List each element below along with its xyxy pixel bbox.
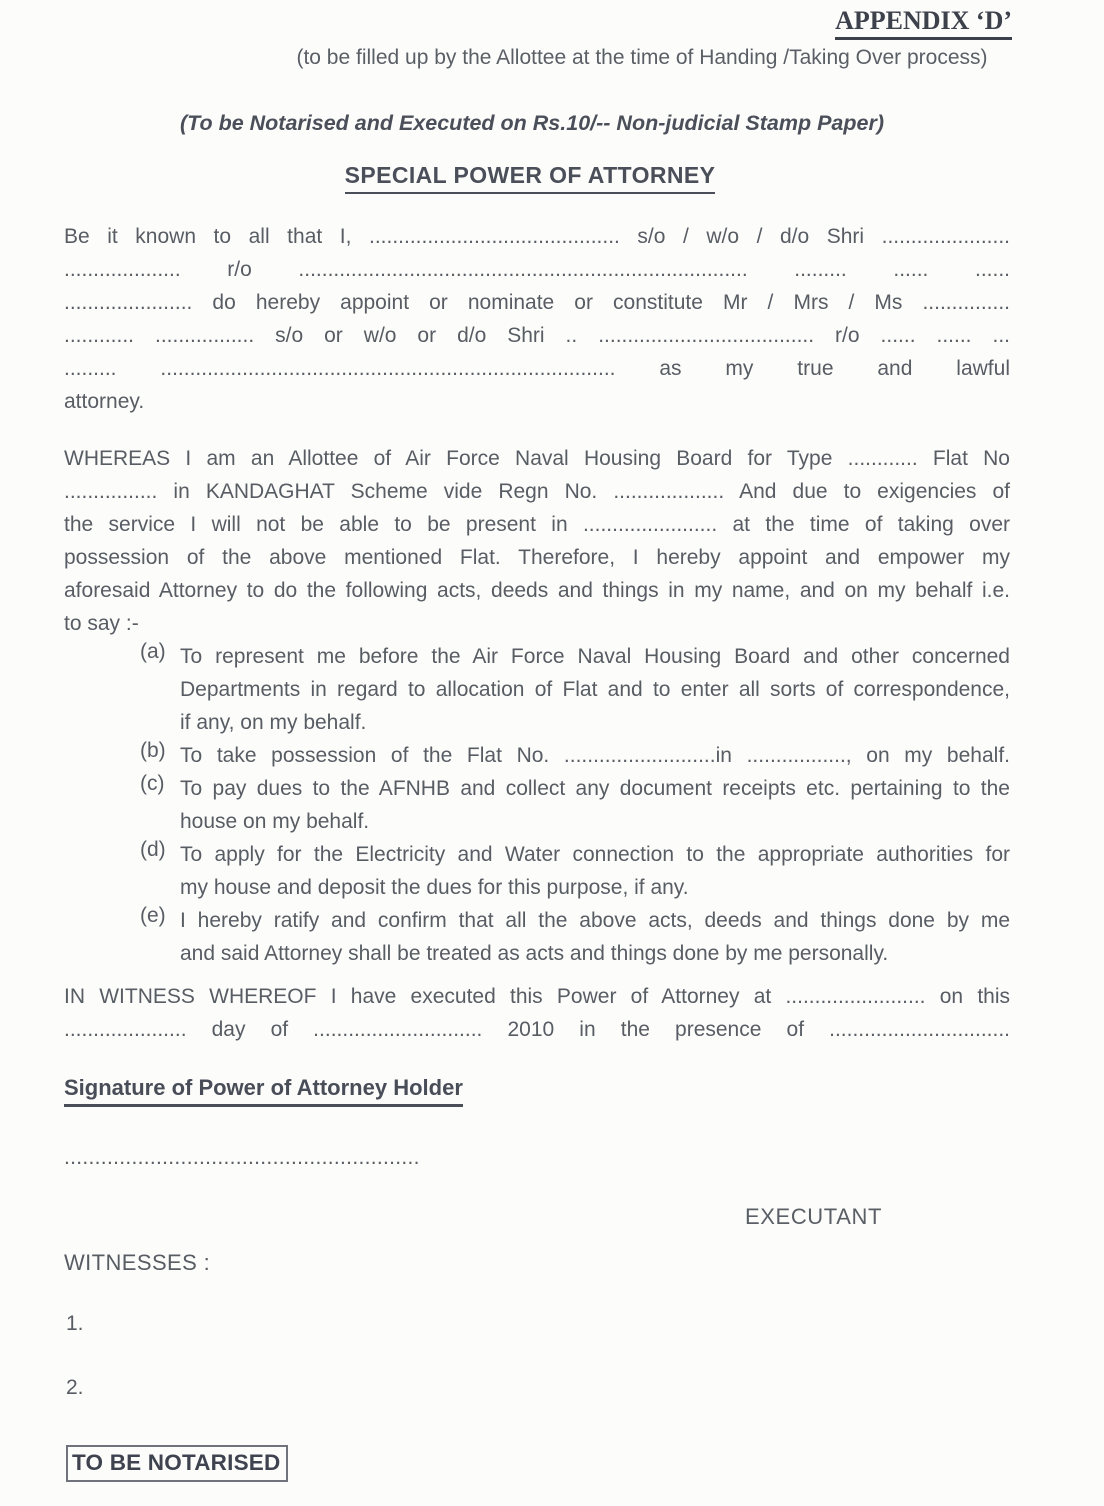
text-line: WHEREAS I am an Allottee of Air Force Naval Housing Board for Type ............ Flat No (64, 447, 1010, 470)
clause-label: (c) (140, 772, 165, 795)
notarise-note: (To be Notarised and Executed on Rs.10/-- Non-judicial Stamp Paper) (179, 111, 885, 135)
text-line: Be it known to all that I, ........................................... s/o / w/o / d/o Shri ...................... (64, 225, 1010, 248)
clause-label: (d) (140, 838, 166, 861)
text-line: my house and deposit the dues for this purpose, if any. (180, 876, 689, 899)
appendix-title-text: APPENDIX ‘D’ (835, 6, 1012, 40)
clause-label: (a) (140, 640, 166, 663)
text-line: ................ in KANDAGHAT Scheme vide Regn No. ................... And due to exigencies of (64, 480, 1010, 503)
fill-note: (to be filled up by the Allottee at the time of Handing /Taking Over process) (296, 46, 988, 69)
clause-body (180, 904, 1010, 970)
clause-item (64, 904, 1010, 970)
clause-label: (e) (140, 904, 166, 927)
signature-heading (64, 1074, 1104, 1107)
text-line: house on my behalf. (180, 810, 370, 833)
notarised-stamp-box: TO BE NOTARISED (66, 1445, 288, 1482)
clause-label: (b) (140, 739, 166, 762)
text-line: To pay dues to the AFNHB and collect any document receipts etc. pertaining to the (180, 777, 1010, 800)
clause-body (180, 640, 1010, 739)
text-line: Departments in regard to allocation of Flat and to enter all sorts of correspondence, (180, 678, 1010, 701)
witnesses-label: WITNESSES : (64, 1250, 211, 1275)
clause-body (180, 739, 1010, 772)
text-line: IN WITNESS WHEREOF I have executed this Power of Attorney at ........................ on this (64, 985, 1010, 1008)
clause-item (64, 739, 1010, 772)
text-line: to say :- (64, 612, 139, 635)
text-line: ...................... do hereby appoint or nominate or constitute Mr / Mrs / Ms ............... (64, 291, 1010, 314)
text-line: the service I will not be able to be present in ....................... at the time of taking over (64, 513, 1010, 536)
clause-body (180, 772, 1010, 838)
clause-body (180, 838, 1010, 904)
clause-item (64, 838, 1010, 904)
text-line: .................... r/o ............................................................................. ......... ...... ...... (64, 258, 1010, 281)
text-line: ..................... day of ............................. 2010 in the presence of ............................... (64, 1018, 1010, 1041)
text-line: I hereby ratify and confirm that all the above acts, deeds and things done by me (180, 909, 1010, 932)
text-line: ......... .............................................................................. as my true and lawful (64, 357, 1010, 380)
text-line: attorney. (64, 390, 145, 413)
clause-item (64, 640, 1010, 739)
whereas-paragraph (64, 442, 1010, 640)
text-line: aforesaid Attorney to do the following acts, deeds and things in my name, and on my behalf i.e. (64, 579, 1010, 602)
text-line: possession of the above mentioned Flat. Therefore, I hereby appoint and empower my (64, 546, 1010, 569)
executant-label: EXECUTANT (745, 1204, 883, 1229)
text-line: and said Attorney shall be treated as acts and things done by me personally. (180, 942, 889, 965)
document-title (0, 160, 1104, 194)
signature-heading-text: Signature of Power of Attorney Holder (64, 1074, 463, 1107)
clauses-list (64, 640, 1010, 970)
text-line: To apply for the Electricity and Water connection to the appropriate authorities for (180, 843, 1010, 866)
in-witness-paragraph (64, 980, 1010, 1046)
text-line: To represent me before the Air Force Naval Housing Board and other concerned (180, 645, 1010, 668)
signature-dotted-line: .......................................................... (64, 1146, 420, 1169)
text-line: ............ ................. s/o or w/o or d/o Shri .. ..................................... r/o ...... ...... ... (64, 324, 1010, 347)
text-line: To take possession of the Flat No. ..........................in ................., on my behalf. (180, 744, 1010, 767)
opening-paragraph (64, 220, 1010, 418)
text-line: if any, on my behalf. (180, 711, 367, 734)
witness-item-2: 2. (66, 1376, 84, 1399)
clause-item (64, 772, 1010, 838)
appendix-title (0, 6, 1104, 40)
document-title-text: SPECIAL POWER OF ATTORNEY (345, 160, 716, 194)
witness-item-1: 1. (66, 1312, 84, 1335)
